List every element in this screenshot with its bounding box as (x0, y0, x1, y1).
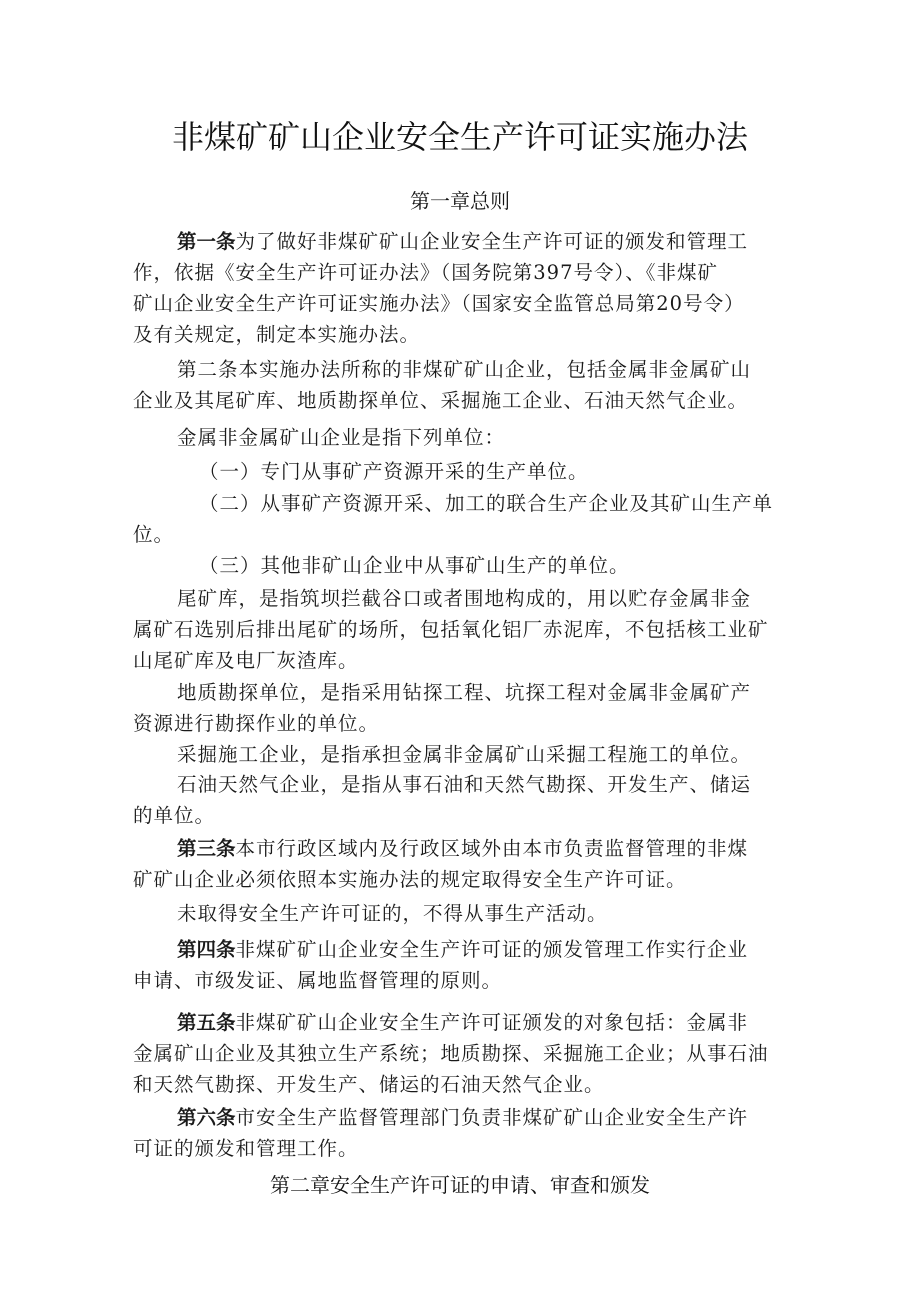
list-item-2: （二）从事矿产资源开采、加工的联合生产企业及其矿山生产单 位。 (133, 492, 774, 546)
article-2 (133, 354, 793, 416)
article-1-heading: 第一条 (177, 230, 236, 253)
paragraph-geological-exploration: 地质勘探单位，是指采用钻探工程、坑探工程对金属非金属矿产 资源进行勘探作业的单位。 (133, 681, 752, 735)
chapter-2-heading: 第二章安全生产许可证的申请、审查和颁发 (270, 1173, 650, 1197)
article-5-heading: 第五条 (177, 1011, 236, 1034)
paragraph-tailings: 尾矿库，是指筑坝拦截谷口或者围地构成的，用以贮存金属非金 属矿石选别后排出尾矿的场所，包括氧化铝厂赤泥库，不包括核工业矿 山尾矿库及电厂灰渣库。 (133, 587, 769, 672)
article-1-line-2: 作，依据《安全生产许可证办法》（国务院第397号令）、《非煤矿 (133, 261, 718, 284)
paragraph-metal-mines: 金属非金属矿山企业是指下列单位： (177, 426, 506, 449)
paragraph-mining-construction: 采掘施工企业，是指承担金属非金属矿山采掘工程施工的单位。 (177, 743, 752, 766)
list-item-3: （三）其他非矿山企业中从事矿山生产的单位。 (199, 554, 630, 577)
article-2-line-2: 企业及其尾矿库、地质勘探单位、采掘施工企业、石油天然气企业。 (133, 389, 749, 412)
article-4: 第四条非煤矿矿山企业安全生产许可证的颁发管理工作实行企业 申请、市级发证、属地监督管理的原则。 (133, 938, 749, 992)
article-2-line-1: 第二条本实施办法所称的非煤矿矿山企业，包括金属非金属矿山 (177, 358, 752, 381)
article-3-heading: 第三条 (177, 837, 236, 860)
article-6-heading: 第六条 (177, 1106, 236, 1129)
article-1 (133, 226, 793, 350)
paragraph-oil-gas: 石油天然气企业，是指从事石油和天然气勘探、开发生产、储运 的单位。 (133, 773, 752, 827)
article-6: 第六条市安全生产监督管理部门负责非煤矿矿山企业安全生产许 可证的颁发和管理工作。 (133, 1106, 749, 1160)
article-3: 第三条本市行政区域内及行政区域外由本市负责监督管理的非煤 矿矿山企业必须依照本实施办法的规定取得安全生产许可证。 (133, 837, 749, 891)
article-1-line-4: 及有关规定，制定本实施办法。 (133, 323, 421, 346)
paragraph-no-license: 未取得安全生产许可证的，不得从事生产活动。 (177, 902, 608, 925)
list-item-1: （一）专门从事矿产资源开采的生产单位。 (199, 460, 589, 483)
article-4-heading: 第四条 (177, 938, 236, 961)
article-5: 第五条非煤矿矿山企业安全生产许可证颁发的对象包括：金属非 金属矿山企业及其独立生产系统；地质勘探、采掘施工企业；从事石油 和天然气勘探、开发生产、储运的石油天然气企业。 (133, 1011, 769, 1096)
chapter-1-heading: 第一章总则 (410, 189, 510, 213)
document-title: 非煤矿矿山企业安全生产许可证实施办法 (171, 118, 748, 156)
article-1-line-3: 矿山企业安全生产许可证实施办法》（国家安全监管总局第20号令） (133, 292, 745, 315)
article-1-line-1: 第一条为了做好非煤矿矿山企业安全生产许可证的颁发和管理工 (177, 230, 749, 253)
